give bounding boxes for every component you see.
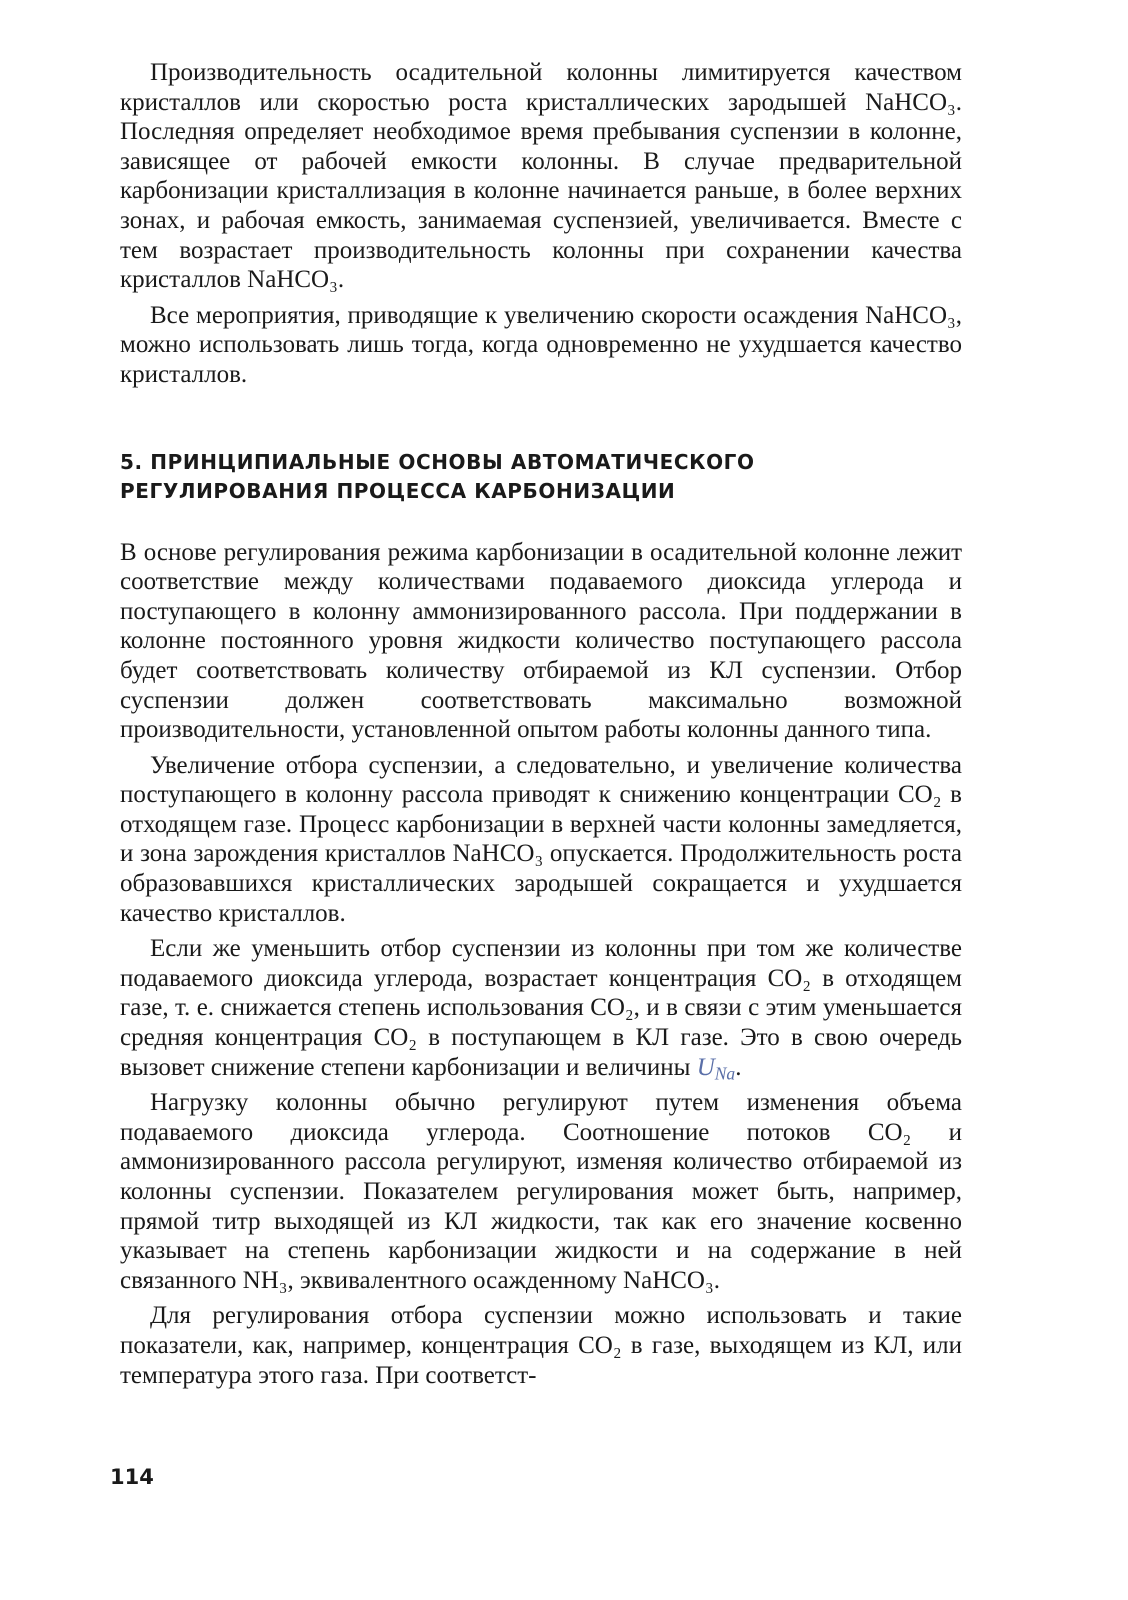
paragraph-increase-withdrawal: Увеличение отбора суспензии, а следовательно, и увеличение количества поступающего в колонну рассола приводят к снижению концентрации CO₂ в отходящем газе. Процесс карбонизации в верхней части колонны замедляется, и зона зарождения кристаллов NaHCO₃ опускается. Продолжительность роста образовавшихся кристаллических зародышей сокращается и ухудшается качество кристаллов. xyxy=(120,751,962,927)
section-heading xyxy=(120,448,962,506)
paragraph-regulation-basis: В основе регулирования режима карбонизации в осадительной колонне лежит соответствие между количествами подаваемого диоксида углерода и поступающего в колонну аммонизированного рассола. При поддержании в колонне постоянного уровня жидкости количество поступающего рассола будет соответствовать количеству отбираемой из КЛ суспензии. Отбор суспензии должен соответствовать максимально возможной производительности, установленной опытом работы колонны данного типа. xyxy=(120,538,962,744)
paragraph-decrease-withdrawal xyxy=(120,934,962,1082)
paragraph-other-indicators: Для регулирования отбора суспензии можно использовать и такие показатели, как, например, концентрация CO₂ в газе, выходящем из КЛ, или температура этого газа. При соответст- xyxy=(120,1302,962,1389)
paragraph-measures: Все мероприятия, приводящие к увеличению скорости осаждения NaHCO₃, можно использовать лишь тогда, когда одновременно не ухудшается качество кристаллов. xyxy=(120,301,962,388)
paragraph-decrease-withdrawal-text: Если же уменьшить отбор суспензии из колонны при том же количестве подаваемого диоксида углерода, возрастает концентрация CO₂ в отходящем газе, т. е. снижается степень использования CO₂, и в связи с этим уменьшается средняя концентрация CO₂ в поступающем в КЛ газе. Это в свою очередь вызовет снижение степени карбонизации и величины xyxy=(120,935,962,1081)
paragraph-decrease-withdrawal-end: . xyxy=(735,1053,742,1081)
section-heading-line-1: 5. ПРИНЦИПИАЛЬНЫЕ ОСНОВЫ АВТОМАТИЧЕСКОГО xyxy=(120,449,755,474)
paragraph-column-load: Нагрузку колонны обычно регулируют путем изменения объема подаваемого диоксида углерода. Соотношение потоков CO₂ и аммонизированного рассола регулируют, изменяя количество отбираемой из колонны суспензии. Показателем регулирования может быть, например, прямой титр выходящей из КЛ жидкости, так как его значение косвенно указывает на степень карбонизации жидкости и на содержание в ней связанного NH₃, эквивалентного осажденному NaHCO₃. xyxy=(120,1089,962,1294)
page-body xyxy=(120,58,962,1390)
section-heading-line-2: РЕГУЛИРОВАНИЯ ПРОЦЕССА КАРБОНИЗАЦИИ xyxy=(120,478,676,503)
page-number: 114 xyxy=(110,1465,154,1489)
variable-u-subscript: Na xyxy=(714,1063,736,1083)
paragraph-productivity: Производительность осадительной колонны лимитируется качеством кристаллов или скоростью роста кристаллических зародышей NaHCO₃. Последняя определяет необходимое время пребывания суспензии в колонне, зависящее от рабочей емкости колонны. В случае предварительной карбонизации кристаллизация в колонне начинается раньше, в более верхних зонах, и рабочая емкость, занимаемая суспензией, увеличивается. Вместе с тем возрастает производительность колонны при сохранении качества кристаллов NaHCO₃. xyxy=(120,59,962,294)
variable-u: U xyxy=(696,1053,715,1081)
